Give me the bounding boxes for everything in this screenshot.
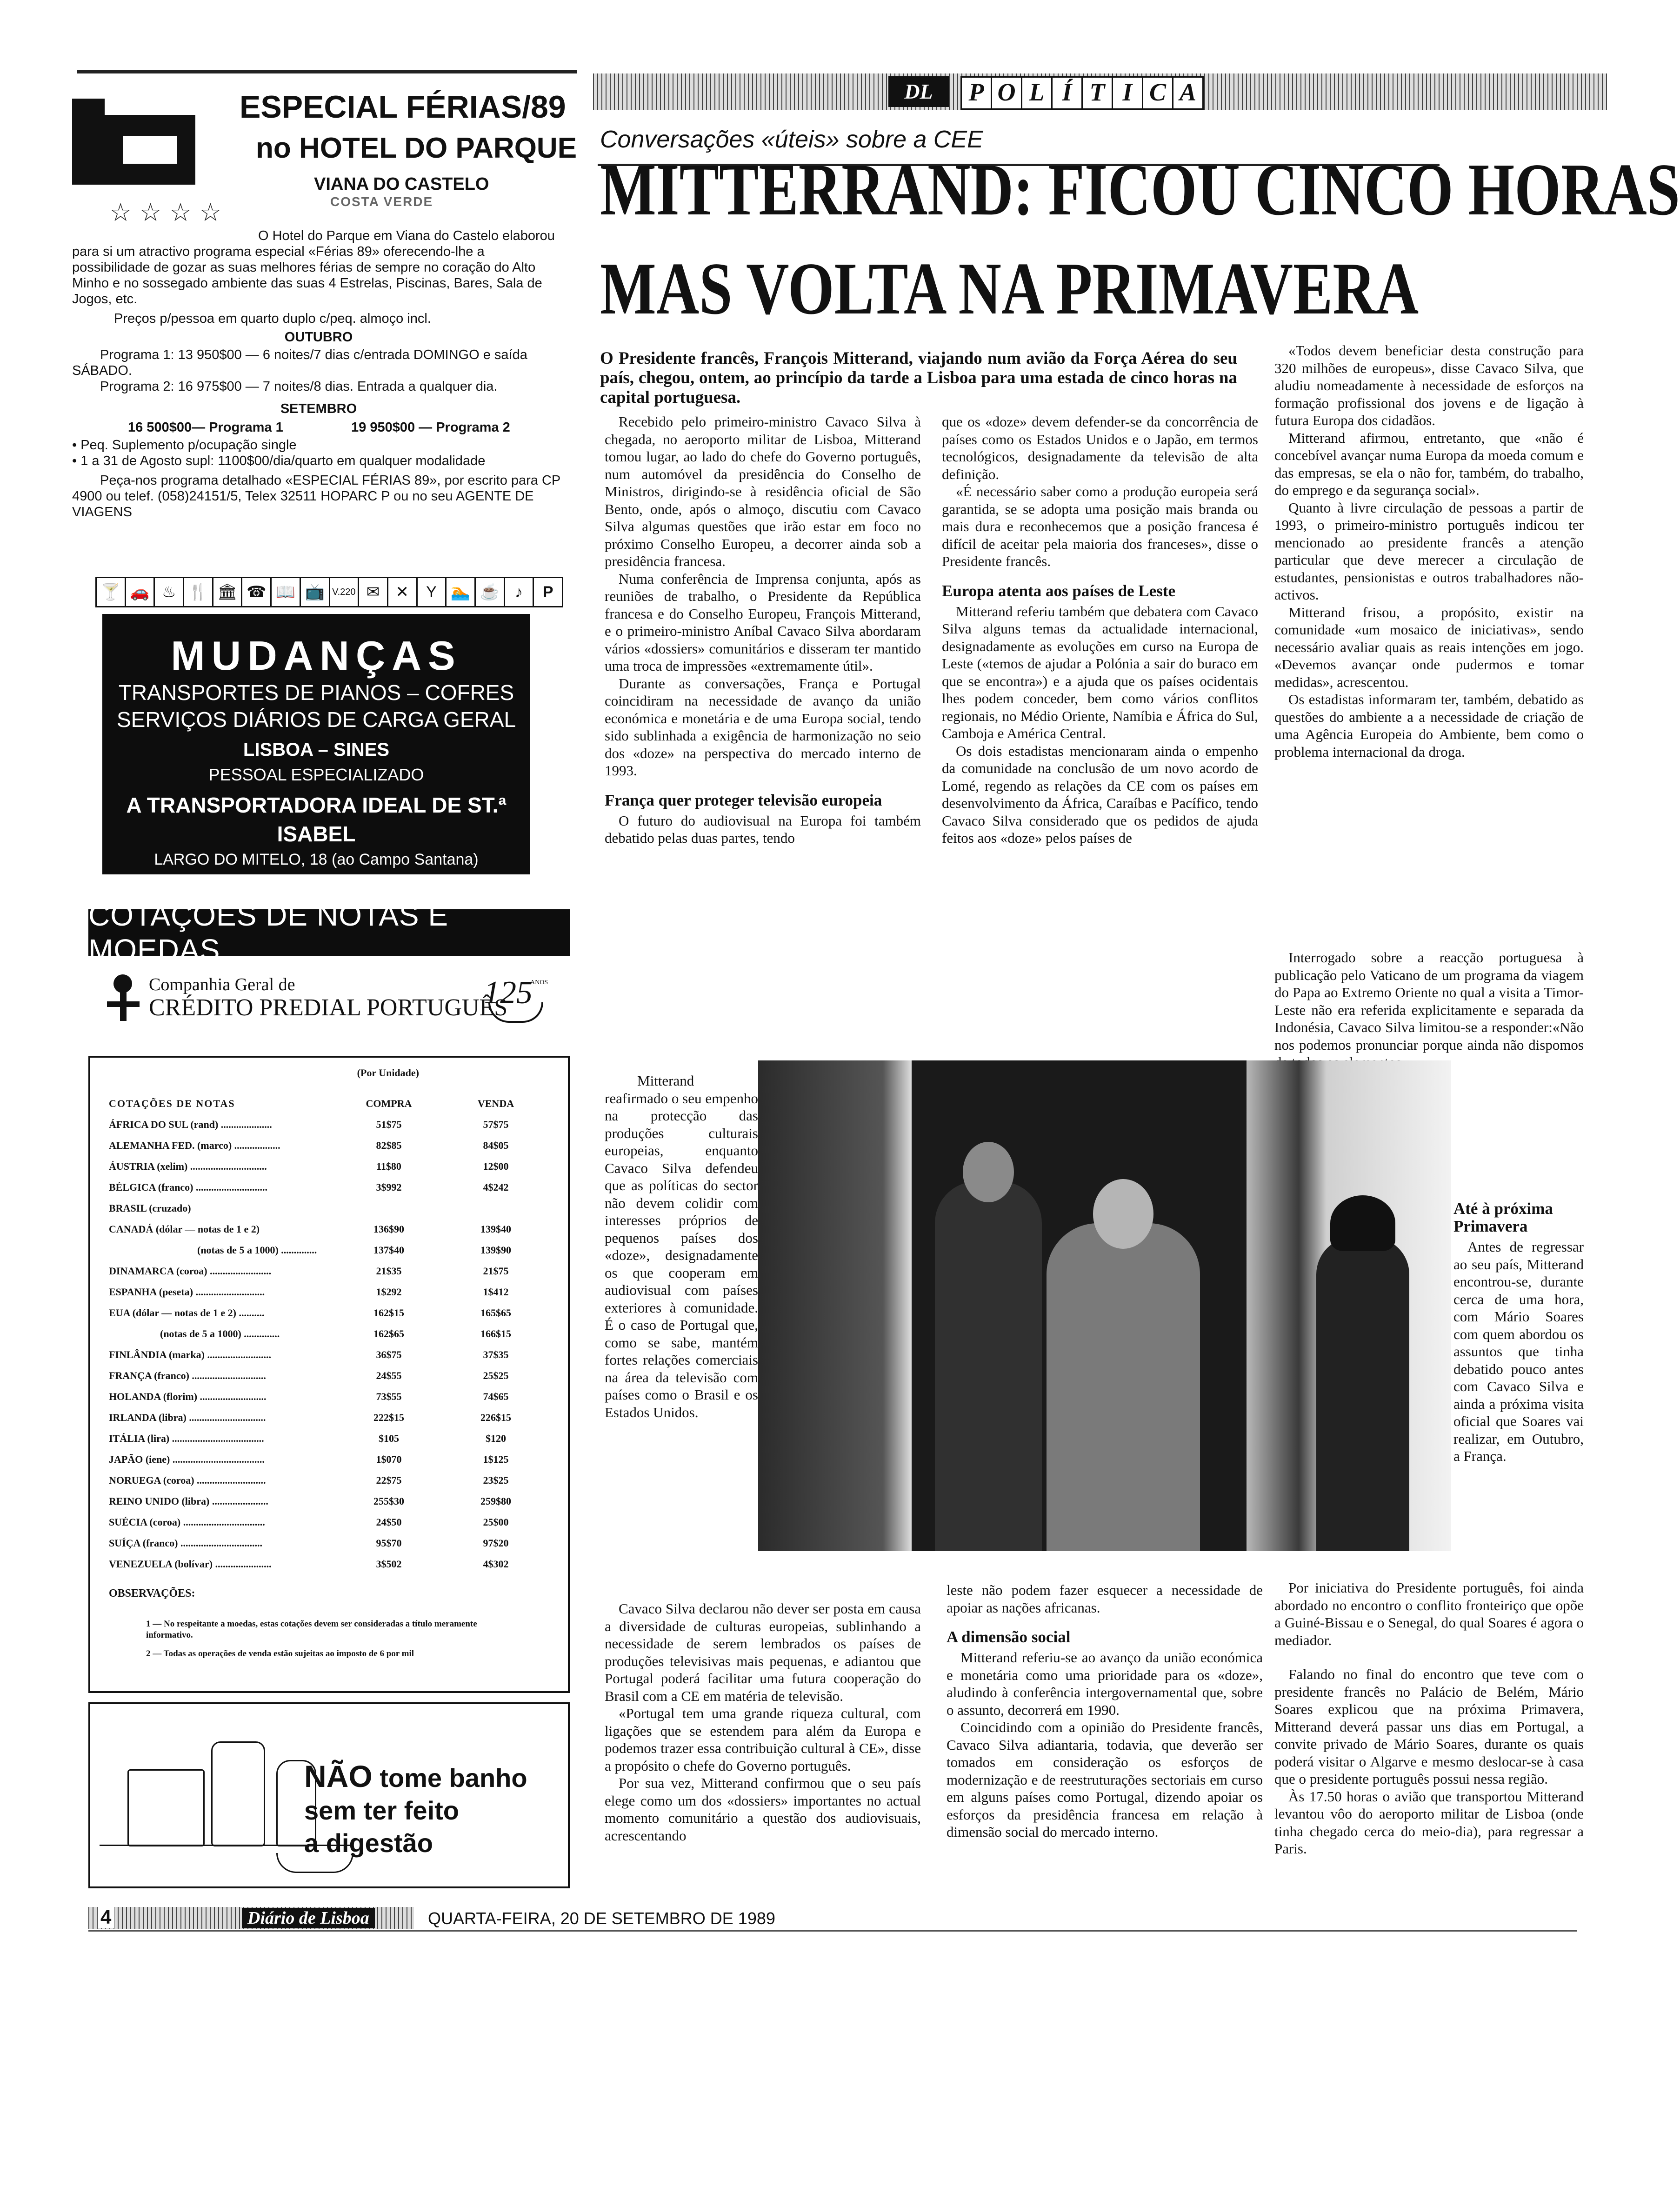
mudancas-line3: LISBOA – SINES <box>243 740 390 760</box>
voltage-icon: V.220 <box>330 578 360 606</box>
paragraph: «Todos devem beneficiar desta construção para 320 milhões de europeus», disse Cavaco Silva, que aludiu nomeadamente à necessidade de esforços na formação profissional dos jovens e de ligação à futura Europa dos cidadãos. <box>1274 342 1584 428</box>
subheading: A dimensão social <box>947 1628 1071 1646</box>
paragraph: Interrogado sobre a reacção portuguesa à publicação pelo Vaticano de um programa da viagem do Papa ao Extremo Oriente no qual a visita a Timor-Leste não era referida explicitamente e separada da Indonésia, Cavaco Silva limitou-se a responder:«Não nos podemos pronunciar porque ainda não dispomos <box>1274 949 1584 1053</box>
paragraph: «Portugal tem uma grande riqueza cultural, com ligações que se estendem para além da Europa e podemos trazer essa contribuição cultural à CE», disse a propósito o chefe do Governo português. <box>605 1705 921 1774</box>
hotel-amenity-icons <box>95 577 563 607</box>
section-letter: Í <box>1053 78 1083 108</box>
rates-obs2: 2 — Todas as operações de venda estão sujeitas ao imposto de 6 por mil <box>146 1649 414 1659</box>
paragraph: Mitterand referiu também que debatera com Cavaco Silva alguns temas da actualidade internacional, designadamente as evoluções em curso na Europa de Leste («temos de ajudar a Polónia a sair do buraco em que se encontra») e a ajuda que os países ocidentais lhes podem conceder, bem como vários conflitos regionais, no Médio Oriente, Namíbia e África do Sul, Camboja e América Central. <box>942 603 1258 741</box>
table-row: ESPANHA (peseta) ........................... 1$292 1$412 <box>109 1286 509 1298</box>
table-row: (notas de 5 a 1000) .............. 162$65 166$15 <box>160 1327 511 1340</box>
photo-person-center-head <box>1093 1179 1153 1249</box>
banho-word2: tome banho <box>380 1763 527 1793</box>
col-sell: VENDA <box>477 1097 514 1109</box>
col-buy: COMPRA <box>366 1097 412 1109</box>
section-letter: L <box>1022 78 1053 108</box>
hotel-ad-contact: Peça-nos programa detalhado «ESPECIAL FÉRIAS 89», por escrito para CP 4900 ou telef. (058)24151/5, Telex 32511 HOPARC P ou no seu AGENTE DE VIAGENS <box>72 473 560 520</box>
book-icon: 📖 <box>272 578 301 606</box>
paragraph: Os estadistas informaram ter, também, debatido as questões do ambiente a a necessidade de criação de uma Agência Europeia do Ambiente, bem como o problema internacional da droga. <box>1274 691 1584 760</box>
article-column-1 <box>605 413 921 847</box>
glass-icon: Y <box>418 578 447 606</box>
table-row: ALEMANHA FED. (marco) .................. 82$85 84$05 <box>109 1139 509 1151</box>
table-row: REINO UNIDO (libra) ...................... 255$30 259$80 <box>109 1495 511 1507</box>
article-column-3c <box>1453 1200 1584 1465</box>
hotel-ad-note2: • 1 a 31 de Agosto supl: 1100$00/dia/quarto em qualquer modalidade <box>72 453 486 468</box>
paragraph: Cavaco Silva declarou não dever ser posta em causa a diversidade de culturas europeias, sublinhando a necessidade de serem lembrados os países de produções televisivas mais pequenas, e adiantou que Portugal poderá facilitar uma futura cooperação do Brasil com a CE em matéria de televisão. <box>605 1600 921 1704</box>
article-column-3 <box>1274 342 1584 760</box>
hotel-ad-location: VIANA DO CASTELO <box>314 174 489 194</box>
hotel-ad-note1: • Peq. Suplemento p/ocupação single <box>72 438 297 453</box>
subheading: Europa atenta aos países de Leste <box>942 581 1176 600</box>
article-kicker: Conversações «úteis» sobre a CEE <box>600 126 983 153</box>
article-headline-2: MAS VOLTA NA PRIMAVERA <box>600 247 1419 330</box>
article-column-2 <box>942 413 1258 847</box>
photo-person-left <box>935 1181 1042 1551</box>
section-letter: T <box>1083 78 1113 108</box>
table-row: JAPÃO (iene) .................................... 1$070 1$125 <box>109 1453 509 1465</box>
section-logo: DL <box>888 76 949 107</box>
paragraph: Recebido pelo primeiro-ministro Cavaco Silva à chegada, no aeroporto militar de Lisboa, Mitterand tomou lugar, ao lado do chefe do Governo português, num automóvel da presidência do Conselho de Ministros, dirigindo-se à residência oficial de São Bento, onde, após o almoço, discutiu com Cavaco Silva algumas questões que irão estar em foco no próximo Conselho Europeu, a decorrer ainda sob a presidência francesa. <box>605 413 921 569</box>
paragraph: Os dois estadistas mencionaram ainda o empenho da comunidade na conclusão de um novo acordo de Lomé, regendo as relações da CE com os países em desenvolvimento da África, Caraíbas e Pacífico, tendo Cavaco Silva considerado que os pedidos de ajuda feitos aos «doze» pelos países de <box>942 742 1258 846</box>
hotel-ad-stars: ☆☆☆☆ <box>109 199 229 227</box>
hotel-ad-september-p2: 19 950$00 — Programa 2 <box>351 420 510 435</box>
table-row: HOLANDA (florim) .......................... 73$55 74$65 <box>109 1390 509 1402</box>
section-letter: P <box>962 78 992 108</box>
paragraph: Por iniciativa do Presidente português, foi ainda abordado no encontro o conflito fronteiriço que opõe a Guiné-Bissau e o Senegal, do qual Soares é agora o mediador. <box>1274 1580 1584 1648</box>
hotel-ad-october-head: OUTUBRO <box>284 330 353 345</box>
paragraph: Numa conferência de Imprensa conjunta, após as reuniões de trabalho, o Presidente da República francesa e do Conselho Europeu, François Mitterand, e o primeiro-ministro Aníbal Cavaco Silva abordaram vários «dossiers» comunitários e disseram ter mantido uma troca de impressões «extremamente útil». <box>605 570 921 674</box>
table-row: BÉLGICA (franco) ............................ 3$992 4$242 <box>109 1181 509 1193</box>
article-column-3d <box>1274 1579 1584 1858</box>
paragraph: Quanto à livre circulação de pessoas a partir de 1993, o primeiro-ministro português indicou ter mencionado ao presidente francês a atenção particular que deve merecer a circulação de estudantes, pensionistas e outros trabalhadores não-activos. <box>1274 499 1584 603</box>
banho-line3: a digestão <box>304 1828 433 1858</box>
mudancas-ad <box>102 614 530 895</box>
table-row: BRASIL (cruzado) <box>109 1202 191 1214</box>
mudancas-title: MUDANÇAS <box>171 633 462 679</box>
cross-icon: ✕ <box>388 578 418 606</box>
table-row: EUA (dólar — notas de 1 e 2) .......... 162$15 165$65 <box>109 1306 511 1319</box>
mudancas-line6: LARGO DO MITELO, 18 (ao Campo Santana) <box>154 851 479 868</box>
headline-line1-clip <box>600 148 1680 240</box>
table-row: ÁUSTRIA (xelim) .............................. 11$80 12$00 <box>109 1160 509 1172</box>
banho-word1: NÃO <box>304 1759 373 1793</box>
tv-icon: 📺 <box>301 578 330 606</box>
paragraph: Mitterand afirmou, entretanto, que «não é concebível avançar numa Europa da moeda comum e das empresas, se ela o não for, também, do trabalho, do emprego e da segurança social». <box>1274 429 1584 498</box>
coffee-icon: ☕ <box>476 578 505 606</box>
section-letter: I <box>1113 78 1143 108</box>
hotel-ad-region: COSTA VERDE <box>330 194 433 209</box>
rates-header-title: COTAÇÕES DE NOTAS E MOEDAS <box>88 899 449 966</box>
car-icon: 🚗 <box>126 578 155 606</box>
paragraph: Antes de regressar ao seu país, Mitterand encontrou-se, durante cerca de uma hora, com Mário Soares com quem abordou os assuntos que tinha debatido pouco antes com Cavaco Silva e ainda a próxima visita oficial que Soares vai realizar, em Outubro, a França. <box>1453 1239 1584 1464</box>
table-row: ÁFRICA DO SUL (rand) .................... 51$75 57$75 <box>109 1118 509 1130</box>
rates-header <box>88 899 570 966</box>
article-headline-1: MITTERRAND: FICOU CINCO HORAS <box>600 148 1680 231</box>
article-lead: O Presidente francês, François Mitterand, viajando num avião da Força Aérea do seu país, chegou, ontem, ao princípio da tarde a Lisboa para uma estada de cinco horas na capital portuguesa. <box>600 349 1237 407</box>
section-letter: C <box>1143 78 1173 108</box>
paragraph: Durante as conversações, França e Portugal coincidiram na necessidade de avanço da união económica e monetária e de uma Europa social, tendo sido sublinhada a exigência de harmonização no seio dos «doze» na perspectiva do mercado interno de 1993. <box>605 675 921 779</box>
hotel-ad-october-p1: Programa 1: 13 950$00 — 6 noites/7 dias c/entrada DOMINGO e saída SÁBADO. <box>72 347 527 378</box>
subheading: Até à próxima Primavera <box>1453 1200 1553 1235</box>
article-column-2b <box>947 1581 1263 1841</box>
top-left-rule <box>77 70 577 73</box>
paragraph: «É necessário saber como a produção europeia será garantida, se se adopta uma posição mais branda ou mais dura e reconhecemos que a posição francesa é difícil de aceitar pela maioria dos franceses», disse o Presidente francês. <box>942 483 1258 569</box>
hotel-ad-body <box>72 228 565 520</box>
article-column-1b <box>605 1072 758 1421</box>
table-row: CANADÁ (dólar — notas de 1 e 2) 136$90 139$40 <box>109 1223 511 1235</box>
hotel-ad-october-p2: Programa 2: 16 975$00 — 7 noites/8 dias. Entrada a qualquer dia. <box>100 379 498 394</box>
hotel-ad <box>72 74 579 601</box>
paragraph: leste não podem fazer esquecer a necessidade de apoiar as nações africanas. <box>947 1582 1263 1616</box>
sponsor-line1: Companhia Geral de <box>149 975 295 994</box>
mudancas-line5: A TRANSPORTADORA IDEAL DE ST.ª ISABEL <box>126 793 507 846</box>
table-row: ITÁLIA (lira) .................................... $105 $120 <box>109 1432 506 1444</box>
anniversary-badge <box>479 970 548 1026</box>
phone-icon: ☎ <box>242 578 272 606</box>
footer-date: QUARTA-FEIRA, 20 DE SETEMBRO DE 1989 <box>428 1909 775 1928</box>
mail-icon: ✉ <box>359 578 388 606</box>
footer-paper-name: Diário de Lisboa <box>242 1908 375 1928</box>
banho-ad <box>88 1702 570 1888</box>
sponsor-logo-icon <box>107 974 140 1021</box>
rates-table <box>109 1093 549 1574</box>
photo-guard-helmet <box>1330 1195 1395 1251</box>
banho-line2: sem ter feito <box>304 1796 459 1825</box>
anniversary-number: 125 <box>484 975 533 1011</box>
paragraph: Mitterand reafirmado o seu empenho na protecção das produções culturais europeias, enquanto Cavaco Silva defendeu que as políticas do sector não devem colidir com interesses próprios de pequenos países dos «doze», designadamente os que cooperam em audiovisual com países exteriores à comunidade. É o caso de Portugal que, como se sabe, mantém fortes relações comerciais na área da televisão com países como o Brasil e os Estados Unidos. <box>605 1073 758 1420</box>
building-icon: 🏛 <box>213 578 243 606</box>
sponsor-line2: CRÉDITO PREDIAL PORTUGUÊS <box>149 994 508 1021</box>
hotel-ad-prices-note: Preços p/pessoa em quarto duplo c/peq. almoço incl. <box>114 311 431 326</box>
table-row: NORUEGA (coroa) ........................... 22$75 23$25 <box>109 1474 509 1486</box>
paragraph: Às 17.50 horas o avião que transportou Mitterand levantou vôo do aeroporto militar de Lisboa (onde tinha chegado cerca do meio-dia), para regressar a Paris. <box>1274 1788 1584 1857</box>
table-row: IRLANDA (libra) .............................. 222$15 226$15 <box>109 1411 511 1423</box>
paragraph: Por sua vez, Mitterand confirmou que o seu país elege como um dos «dossiers» importantes no actual momento comunitário a questão dos audiovisuais, acrescentando <box>605 1775 921 1844</box>
rates-obs1: 1 — No respeitante a moedas, estas cotações devem ser consideradas a título meramente informativo. <box>146 1619 477 1640</box>
paragraph: Mitterand referiu-se ao avanço da união económica e monetária como uma prioridade para os «doze», aludindo à conferência intergovernamental que, sobre o assunto, decorrerá em 1990. <box>947 1649 1263 1718</box>
photo-person-left-head <box>963 1142 1014 1202</box>
section-letter: O <box>992 78 1022 108</box>
rates-header-row <box>109 1093 549 1114</box>
section-letter: A <box>1179 78 1197 106</box>
mudancas-line1: TRANSPORTES DE PIANOS – COFRES <box>118 680 514 705</box>
banho-text <box>304 1760 527 1859</box>
table-row: SUÉCIA (coroa) ................................ 24$50 25$00 <box>109 1516 509 1528</box>
footer-page-number: 4 <box>98 1906 114 1928</box>
paragraph: Falando no final do encontro que teve com o presidente francês no Palácio de Belém, Mário Soares explicou que na próxima Primavera, Mitterand deverá passar uns dias em Portugal, a convite privado de Mário Soares, durante os quais poderá visitar o Algarve e mesmo deslocar-se à casa que o presidente português possui nessa região. <box>1274 1666 1584 1787</box>
footer <box>88 1907 1577 1930</box>
anniversary-label: ANOS <box>530 979 548 986</box>
section-banner <box>593 73 1607 110</box>
table-row: (notas de 5 a 1000) .............. 137$40 139$90 <box>197 1244 511 1256</box>
hotel-ad-september-head: SETEMBRO <box>280 401 357 416</box>
section-title <box>960 76 1204 110</box>
mudancas-line4: PESSOAL ESPECIALIZADO <box>208 765 424 784</box>
mudancas-phone: ☎ 53 26 37 - 57 74 79 <box>226 876 407 895</box>
pool-icon: 🏊 <box>447 578 476 606</box>
rates-box <box>88 1056 570 1693</box>
cocktail-icon: 🍸 <box>97 578 126 606</box>
mudancas-line2: SERVIÇOS DIÁRIOS DE CARGA GERAL <box>116 707 516 732</box>
article-column-3b <box>1274 949 1584 1071</box>
table-row: DINAMARCA (coroa) ........................ 21$35 21$75 <box>109 1265 509 1277</box>
hotel-ad-september-p1: 16 500$00— Programa 1 <box>128 420 283 435</box>
col-name: COTAÇÕES DE NOTAS <box>109 1097 235 1109</box>
paragraph: Mitterand frisou, a propósito, existir na comunidade «um mosaico de iniciativas», sendo necessário avaliar quais as reais intenções em jogo. «Devemos avançar onde pudermos e tomar medidas», acrescentou. <box>1274 604 1584 690</box>
table-row: SUÍÇA (franco) ................................ 95$70 97$20 <box>109 1537 509 1549</box>
table-row: FINLÂNDIA (marka) ......................... 36$75 37$35 <box>109 1348 509 1360</box>
hotel-ad-intro: O Hotel do Parque em Viana do Castelo elaborou para si um atractivo programa especial «Férias 89» oferecendo-lhe a possibilidade de gozar as suas melhores férias de sempre no coração do Alto Minho e no sossegado ambiente das suas 4 Estrelas, Piscinas, Bares, Sala de Jogos, etc. <box>72 228 555 307</box>
paragraph: que os «doze» devem defender-se da concorrência de países como os Estados Unidos e o Japão, em termos tecnológicos, designadamente da televisão de alta definição. <box>942 413 1258 482</box>
hotel-logo <box>72 99 195 185</box>
table-row: FRANÇA (franco) ............................. 24$55 25$25 <box>109 1369 509 1381</box>
paragraph: O futuro do audiovisual na Europa foi também debatido pelas duas partes, tendo <box>605 812 921 846</box>
paragraph: Coincidindo com a opinião do Presidente francês, Cavaco Silva adiantaria, todavia, que deverão ser tomados em consideração os esforços de modernização e de reestruturações sectoriais em curso em alguns países como Portugal, dizendo apoiar os esforços da presidência francesa em relação à dimensão social do mercado interno. <box>947 1719 1263 1840</box>
photo-guard <box>1316 1237 1409 1551</box>
rates-obs-title: OBSERVAÇÕES: <box>109 1587 195 1600</box>
article-photo <box>758 1060 1451 1551</box>
hotel-ad-subtitle: no HOTEL DO PARQUE <box>256 132 577 164</box>
rates-unit: (Por Unidade) <box>357 1067 419 1079</box>
restaurant-icon: 🍴 <box>184 578 213 606</box>
heating-icon: ♨ <box>155 578 184 606</box>
photo-person-center <box>1047 1223 1200 1551</box>
rates-sponsor <box>88 965 570 1030</box>
subheading: França quer proteger televisão europeia <box>605 791 882 809</box>
table-row: VENEZUELA (bolívar) ...................... 3$502 4$302 <box>109 1558 509 1570</box>
article-column-1c <box>605 1600 921 1844</box>
hotel-ad-title: ESPECIAL FÉRIAS/89 <box>240 89 566 125</box>
footer-rule <box>88 1930 1577 1932</box>
parking-icon: P <box>542 583 553 601</box>
music-icon: ♪ <box>505 578 534 606</box>
